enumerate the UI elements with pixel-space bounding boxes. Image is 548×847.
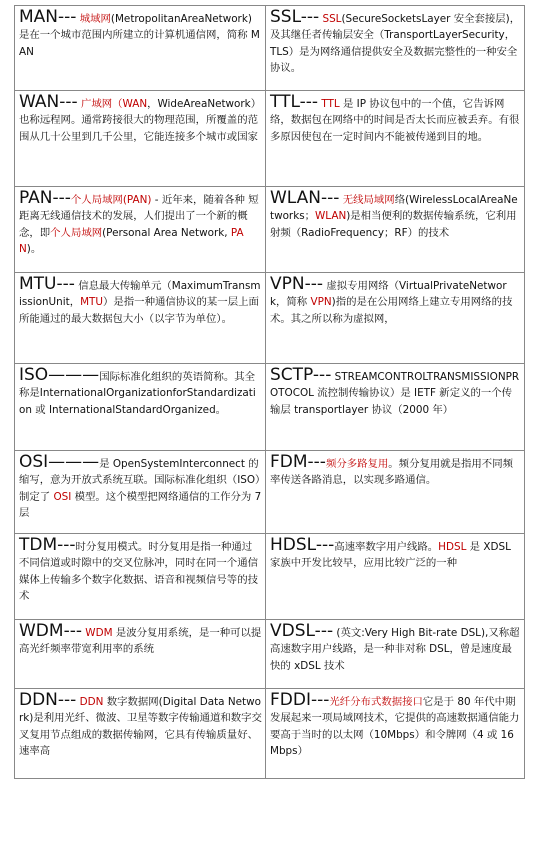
term-label: MAN--- [19,7,77,27]
term-cell [266,534,525,620]
term-cell [15,364,266,451]
table-row [15,273,525,364]
term-cell [266,91,525,187]
term-label: TDM--- [19,535,76,555]
term-label: VPN--- [270,274,324,294]
term-label: DDN--- [19,690,77,710]
highlighted-text: 个人局域网(PAN) [70,194,152,206]
term-label: SCTP--- [270,365,332,385]
term-label: VDSL--- [270,621,334,641]
highlighted-text: 光纤分布式数据接口 [329,696,423,708]
highlighted-text: WDM [85,627,113,639]
term-label: SSL--- [270,7,320,27]
highlighted-text: 频分多路复用 [325,458,389,470]
term-cell [15,187,266,273]
definition-text: (英文:Very High Bit-rate DSL),又称超高速数字用户线路，是一种非对称 DSL，曾是速度最快的 xDSL 技术 [270,627,520,672]
table-row [15,534,525,620]
table-row [15,364,525,451]
definition-text: ）是指一种通信协议的某一层上面所能通过的最大数据包大小（以字节为单位）。 [19,296,259,325]
term-cell [15,451,266,534]
highlighted-text: VPN [310,296,332,309]
definition-text: 。频分复用就是指用不同频率传送各路消息，以实现多路通信。 [270,458,513,487]
term-cell [15,273,266,364]
table-row [15,620,525,689]
term-cell [266,273,525,364]
definition-text: (Personal Area Network, [102,226,231,239]
term-cell [266,620,525,689]
definition-text: 是 OpenSystemInterconnect 的缩写，意为开放式系统互联。国际标准化组织（ISO）制定了 [19,458,261,503]
term-cell [266,689,525,779]
table-row [15,6,525,91]
terms-table-body [15,6,525,779]
term-cell [266,6,525,91]
highlighted-text: OSI [53,490,72,503]
term-label: MTU--- [19,274,75,294]
terms-table [14,5,525,779]
highlighted-text: SSL [319,13,342,25]
definition-text: 模型。这个模型把网络通信的工作分为 7 层 [19,490,262,520]
definition-text: (SecureSocketsLayer 安全套接层)，及其继任者传输层安全（TransportLayerSecurity，TLS）是为网络通信提供安全及数据完整性的一种安全协议。 [270,13,521,75]
definition-text: 信息最大传输单元（MaximumTransmissionUnit， [19,280,261,309]
highlighted-text: DDN [79,696,104,708]
term-label: WLAN--- [270,188,340,208]
definition-text: 络(WirelessLocalAreaNetworks； [270,194,518,223]
term-cell [266,187,525,273]
term-cell [15,534,266,620]
term-cell [15,689,266,779]
definition-text: )。 [26,243,42,256]
definition-text: 数字数据网(Digital Data Network)是利用光纤、微波、卫星等数字传输通道和数字交叉复用节点组成的数据传输网，它具有传输质量好、速率高 [19,696,262,758]
highlighted-text: 广域网（WAN [77,98,148,110]
table-row [15,451,525,534]
highlighted-text: PAN [19,226,244,256]
term-label: OSI——— [19,452,100,472]
highlighted-text: 个人局域网 [50,226,103,239]
highlighted-text: MTU [80,296,104,309]
definition-text: (MetropolitanAreaNetwork)是在一个城市范围内所建立的计算机通信网，简称 MAN [19,13,260,58]
highlighted-text: 无线局域网 [339,194,395,206]
definition-text: )是相当便利的数据传输系统，它利用射频（RadioFrequency；RF）的技术 [270,210,517,239]
term-label: FDM--- [270,452,326,472]
highlighted-text: WLAN [315,210,347,223]
highlighted-text: HDSL [438,541,467,553]
term-cell [15,91,266,187]
definition-text: )指的是在公用网络上建立专用网络的技术。其之所以称为虚拟网， [270,296,513,325]
table-row [15,187,525,273]
term-cell [15,6,266,91]
term-label: PAN--- [19,188,71,208]
definition-text: 是 XDSL 家族中开发比较早，应用比较广泛的一种 [270,541,511,570]
definition-text: 时分复用模式。时分复用是指一种通过不同信道或时隙中的交叉位脉冲，同时在同一个通信媒体上传输多个数字化数据、语音和视频信号等的技术 [19,541,258,603]
definition-text: - 近年来，随着各种 短距离无线通信技术的发展，人们提出了一个新的概念，即 [19,194,259,239]
table-row [15,689,525,779]
term-label: HDSL--- [270,535,335,555]
definition-text: 是 IP 协议包中的一个值，它告诉网络，数据包在网络中的时间是否太长而应被丢弃。有很多原因使包在一定时间内不能被传递到目的地。 [270,98,520,143]
term-cell [15,620,266,689]
definition-text: ，WideAreaNetwork）也称远程网。通常跨接很大的物理范围，所覆盖的范围从几十公里到几千公里，它能连接多个城市或国家 [19,98,262,143]
definition-text: 它是于 80 年代中期发展起来一项局域网技术，它提供的高速数据通信能力要高于当时的以太网（10Mbps）和令牌网（4 或 16Mbps） [270,696,520,758]
term-label: ISO——— [19,365,100,385]
term-label: WAN--- [19,92,78,112]
highlighted-text: TTL [318,98,340,110]
definition-text: STREAMCONTROLTRANSMISSIONPROTOCOL 流控制传输协议）是 IETF 新定义的一个传输层 transportlayer 协议（2000 年） [270,371,520,416]
definition-text: 高速率数字用户线路。 [334,541,439,553]
term-label: WDM--- [19,621,82,641]
term-label: FDDI--- [270,690,330,710]
term-cell [266,364,525,451]
term-cell [266,451,525,534]
table-row [15,91,525,187]
definition-text: 国际标准化组织的英语简称。其全称是InternationalOrganizationforStandardization 或 InternationalStandardOrganized。 [19,371,256,416]
definition-text: 虚拟专用网络（VirtualPrivateNetwork，简称 [270,280,507,309]
definition-text: 是波分复用系统，是一种可以提高光纤频率带宽利用率的系统 [19,627,262,656]
highlighted-text: 城域网 [76,13,111,25]
term-label: TTL--- [270,92,319,112]
